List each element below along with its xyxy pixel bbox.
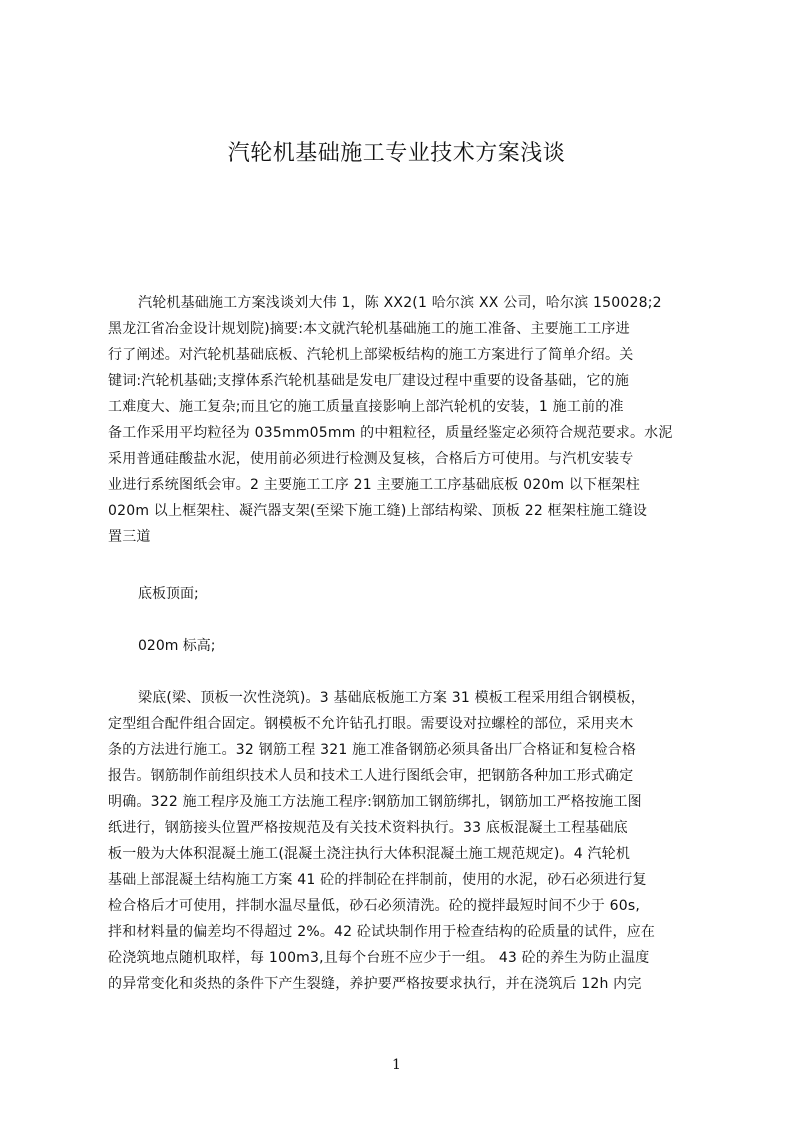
text-line: 置三道 [108,529,151,545]
text-line: 纸进行，钢筋接头位置严格按规范及有关技术资料执行。33 底板混凝土工程基础底 [108,820,628,836]
text-line: 采用普通硅酸盐水泥，使用前必须进行检测及复核，合格后方可使用。与汽机安装专 [108,451,634,467]
document-title: 汽轮机基础施工专业技术方案浅谈 [227,141,566,166]
text-line: 业进行系统图纸会审。2 主要施工工序 21 主要施工工序基础底板 020m 以下框架柱 [108,477,640,493]
text-line: 黑龙江省冶金设计规划院)摘要:本文就汽轮机基础施工的施工准备、主要施工工序进 [108,321,630,337]
text-line: 砼浇筑地点随机取样，每 100m3,且每个台班不应少于一组。 43 砼的养生为防止温度 [108,950,650,966]
paragraph-construction [108,685,698,997]
short-line-elevation: 020m 标高; [138,638,216,654]
text-line: 梁底(梁、顶板一次性浇筑)。3 基础底板施工方案 31 模板工程采用组合钢模板， [138,690,645,706]
text-line: 020m 以上框架柱、凝汽器支架(至梁下施工缝)上部结构梁、顶板 22 框架柱施工缝设 [108,503,648,519]
text-line: 报告。钢筋制作前组织技术人员和技术工人进行图纸会审，把钢筋各种加工形式确定 [108,768,634,784]
text-line: 的异常变化和炎热的条件下产生裂缝，养护要严格按要求执行，并在浇筑后 12h 内完 [108,976,642,992]
text-line: 行了阐述。对汽轮机基础底板、汽轮机上部梁板结构的施工方案进行了简单介绍。关 [108,347,634,363]
text-line: 键词:汽轮机基础;支撑体系汽轮机基础是发电厂建设过程中重要的设备基础，它的施 [108,373,630,389]
text-line: 板一般为大体积混凝土施工(混凝土浇注执行大体积混凝土施工规范规定)。4 汽轮机 [108,846,631,862]
text-line: 拌和材料量的偏差均不得超过 2%。42 砼试块制作用于检查结构的砼质量的试件，应在 [108,924,656,940]
text-line: 基础上部混凝土结构施工方案 41 砼的拌制砼在拌制前，使用的水泥，砂石必须进行复 [108,872,647,888]
page-number: 1 [392,1057,401,1073]
text-line: 定型组合配件组合固定。钢模板不允许钻孔打眼。需要设对拉螺栓的部位，采用夹木 [108,716,634,732]
text-line: 明确。322 施工程序及施工方法施工程序:钢筋加工钢筋绑扎，钢筋加工严格按施工图 [108,794,642,810]
text-line: 备工作采用平均粒径为 035mm05mm 的中粗粒径，质量经鉴定必须符合规范要求。水泥 [108,425,673,441]
text-line: 汽轮机基础施工方案浅谈刘大伟 1，陈 XX2(1 哈尔滨 XX 公司，哈尔滨 150028;2 [138,295,662,311]
text-line: 工难度大、施工复杂;而且它的施工质量直接影响上部汽轮机的安装，1 施工前的准 [108,399,624,415]
text-line: 条的方法进行施工。32 钢筋工程 321 施工准备钢筋必须具备出厂合格证和复检合格 [108,742,637,758]
text-line: 检合格后才可使用，拌制水温尽量低，砂石必须清洗。砼的搅拌最短时间不少于 60s, [108,898,641,914]
paragraph-abstract [108,290,698,550]
short-line-bottom-slab: 底板顶面; [138,586,199,602]
